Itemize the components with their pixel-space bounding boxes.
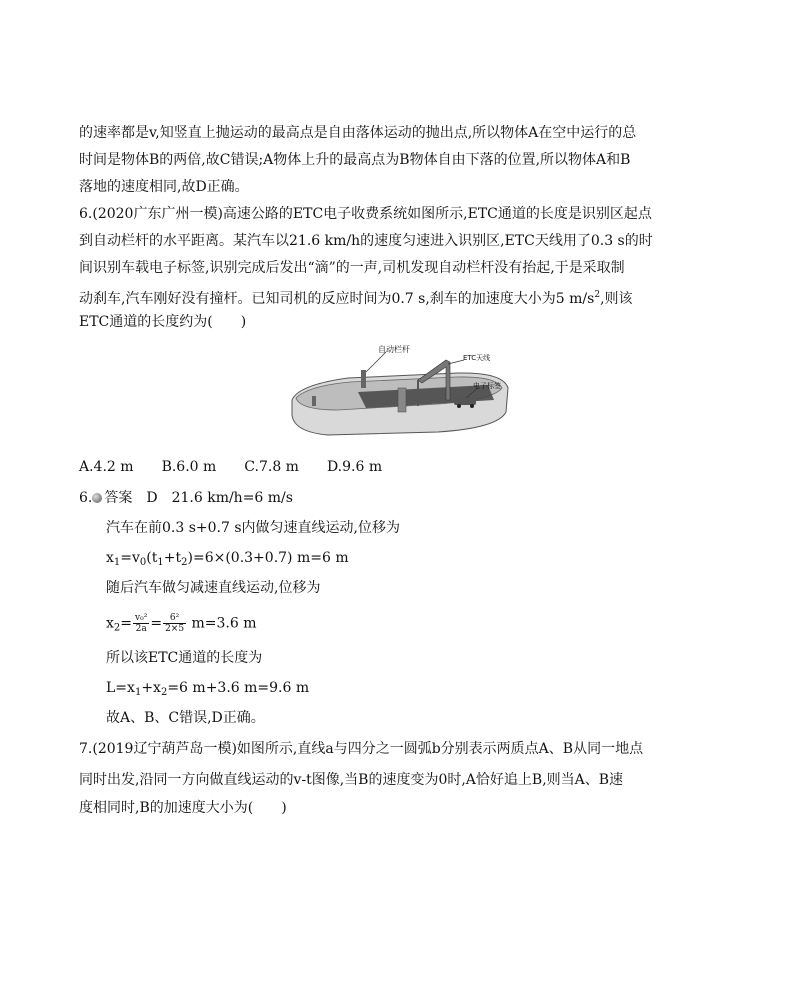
- a6-step-3: 随后汽车做匀减速直线运动,位移为: [106, 580, 321, 596]
- label-tag: 电子标签: [473, 382, 501, 390]
- prev-line-3: 落地的速度相同,故D正确。: [79, 179, 249, 195]
- q6-line-4: [79, 285, 633, 309]
- a6-s2-t2-sub: 2: [181, 557, 188, 568]
- car-wheel-2: [470, 404, 474, 408]
- a6-s4-f1-den: 2a: [135, 624, 147, 634]
- label-gate: 自动栏杆: [378, 345, 410, 354]
- option-a: A.4.2 m: [79, 459, 134, 475]
- a6-s4-fraction-1: [133, 613, 149, 634]
- booth: [398, 388, 406, 412]
- left-marker: [312, 396, 316, 406]
- option-d: D.9.6 m: [326, 459, 383, 475]
- option-c: C.7.8 m: [244, 459, 299, 475]
- a6-step-7: 故A、B、C错误,D正确。: [106, 710, 265, 726]
- a6-s4-eq2: =: [150, 615, 163, 632]
- a6-s2-x-sub: 1: [113, 557, 121, 568]
- a6-s4-f2-num: 6²: [163, 613, 186, 624]
- option-b: B.6.0 m: [161, 459, 217, 475]
- a6-s4-eq: =: [120, 615, 133, 632]
- a6-s2-eq: =v: [120, 550, 140, 566]
- antenna-callout: [448, 360, 464, 364]
- q7-line-2: 同时出发,沿同一方向做直线运动的v-t图像,当B的速度变为0时,A恰好追上B,则当A、B速: [79, 772, 624, 788]
- gate-post: [361, 370, 366, 388]
- q6-options: [79, 457, 410, 477]
- q6-line-4-sup: 2: [594, 290, 601, 300]
- q6-line-5: ETC通道的长度约为( ): [79, 314, 247, 330]
- gate-callout: [366, 352, 386, 372]
- car: [454, 396, 476, 405]
- a6-step-2: [106, 548, 349, 573]
- a6-s2-x: x: [106, 550, 114, 566]
- car-wheel-1: [457, 404, 461, 408]
- a6-step-1: 汽车在前0.3 s+0.7 s内做匀速直线运动,位移为: [106, 520, 400, 536]
- answer-bullet-icon: [92, 493, 102, 503]
- label-antenna: ETC天线: [463, 354, 491, 362]
- a6-s4-f1-num: v₀²: [135, 613, 148, 623]
- a6-s6-sub-1: 1: [134, 687, 142, 698]
- q6-line-1: 6.(2020广东广州一模)高速公路的ETC电子收费系统如图所示,ETC通道的长度是识别区起点: [79, 206, 652, 222]
- a6-s4-rest: m=3.6 m: [187, 615, 257, 632]
- q6-line-2: 到自动栏杆的水平距离。某汽车以21.6 km/h的速度匀速进入识别区,ETC天线用了0.3 s的时: [79, 233, 653, 249]
- a6-step-6: [106, 678, 309, 703]
- a6-s2-v-sub: 0: [139, 557, 147, 568]
- a6-head: [79, 488, 293, 508]
- a6-answer: D 21.6 km/h=6 m/s: [146, 490, 293, 506]
- q6-line-3: 间识别车载电子标签,识别完成后发出“滴”的一声,司机发现自动栏杆没有抬起,于是采取制: [79, 260, 625, 276]
- a6-s4-x-sub: 2: [113, 622, 121, 634]
- q7-line-3: 度相同时,B的加速度大小为( ): [79, 800, 287, 816]
- etc-figure: [288, 340, 512, 440]
- a6-s4-fraction-2: [163, 613, 186, 634]
- q6-line-4-text: 动刹车,汽车刚好没有撞杆。已知司机的反应时间为0.7 s,刹车的加速度大小为5 m/s: [79, 291, 595, 307]
- a6-s4-x: x: [106, 615, 114, 632]
- a6-s6-sub-2: 2: [160, 687, 168, 698]
- a6-s6-rest: =6 m+3.6 m=9.6 m: [167, 680, 310, 696]
- prev-line-1: 的速率都是v,知竖直上抛运动的最高点是自由落体运动的抛出点,所以物体A在空中运行的总: [79, 125, 637, 141]
- a6-s2-plus: +t: [163, 550, 182, 566]
- a6-step-4: [106, 613, 257, 639]
- a6-s4-f2-den: 2×5: [165, 624, 185, 634]
- a6-s6-l: L=x: [106, 680, 135, 696]
- q6-line-4-end: ,则该: [600, 291, 633, 307]
- prev-line-2: 时间是物体B的两倍,故C错误;A物体上升的最高点为B物体自由下落的位置,所以物体A和B: [79, 152, 631, 168]
- a6-number: 6.: [79, 490, 93, 506]
- a6-s6-plus: +x: [141, 680, 161, 696]
- a6-s2-paren: (t: [146, 550, 158, 566]
- q7-line-1: 7.(2019辽宁葫芦岛一模)如图所示,直线a与四分之一圆弧b分别表示两质点A、B从同一地点: [79, 741, 644, 757]
- a6-label: 答案: [104, 490, 133, 506]
- a6-step-5: 所以该ETC通道的长度为: [106, 650, 263, 666]
- a6-s2-rest: )=6×(0.3+0.7) m=6 m: [187, 550, 349, 566]
- a6-s2-t1-sub: 1: [157, 557, 164, 568]
